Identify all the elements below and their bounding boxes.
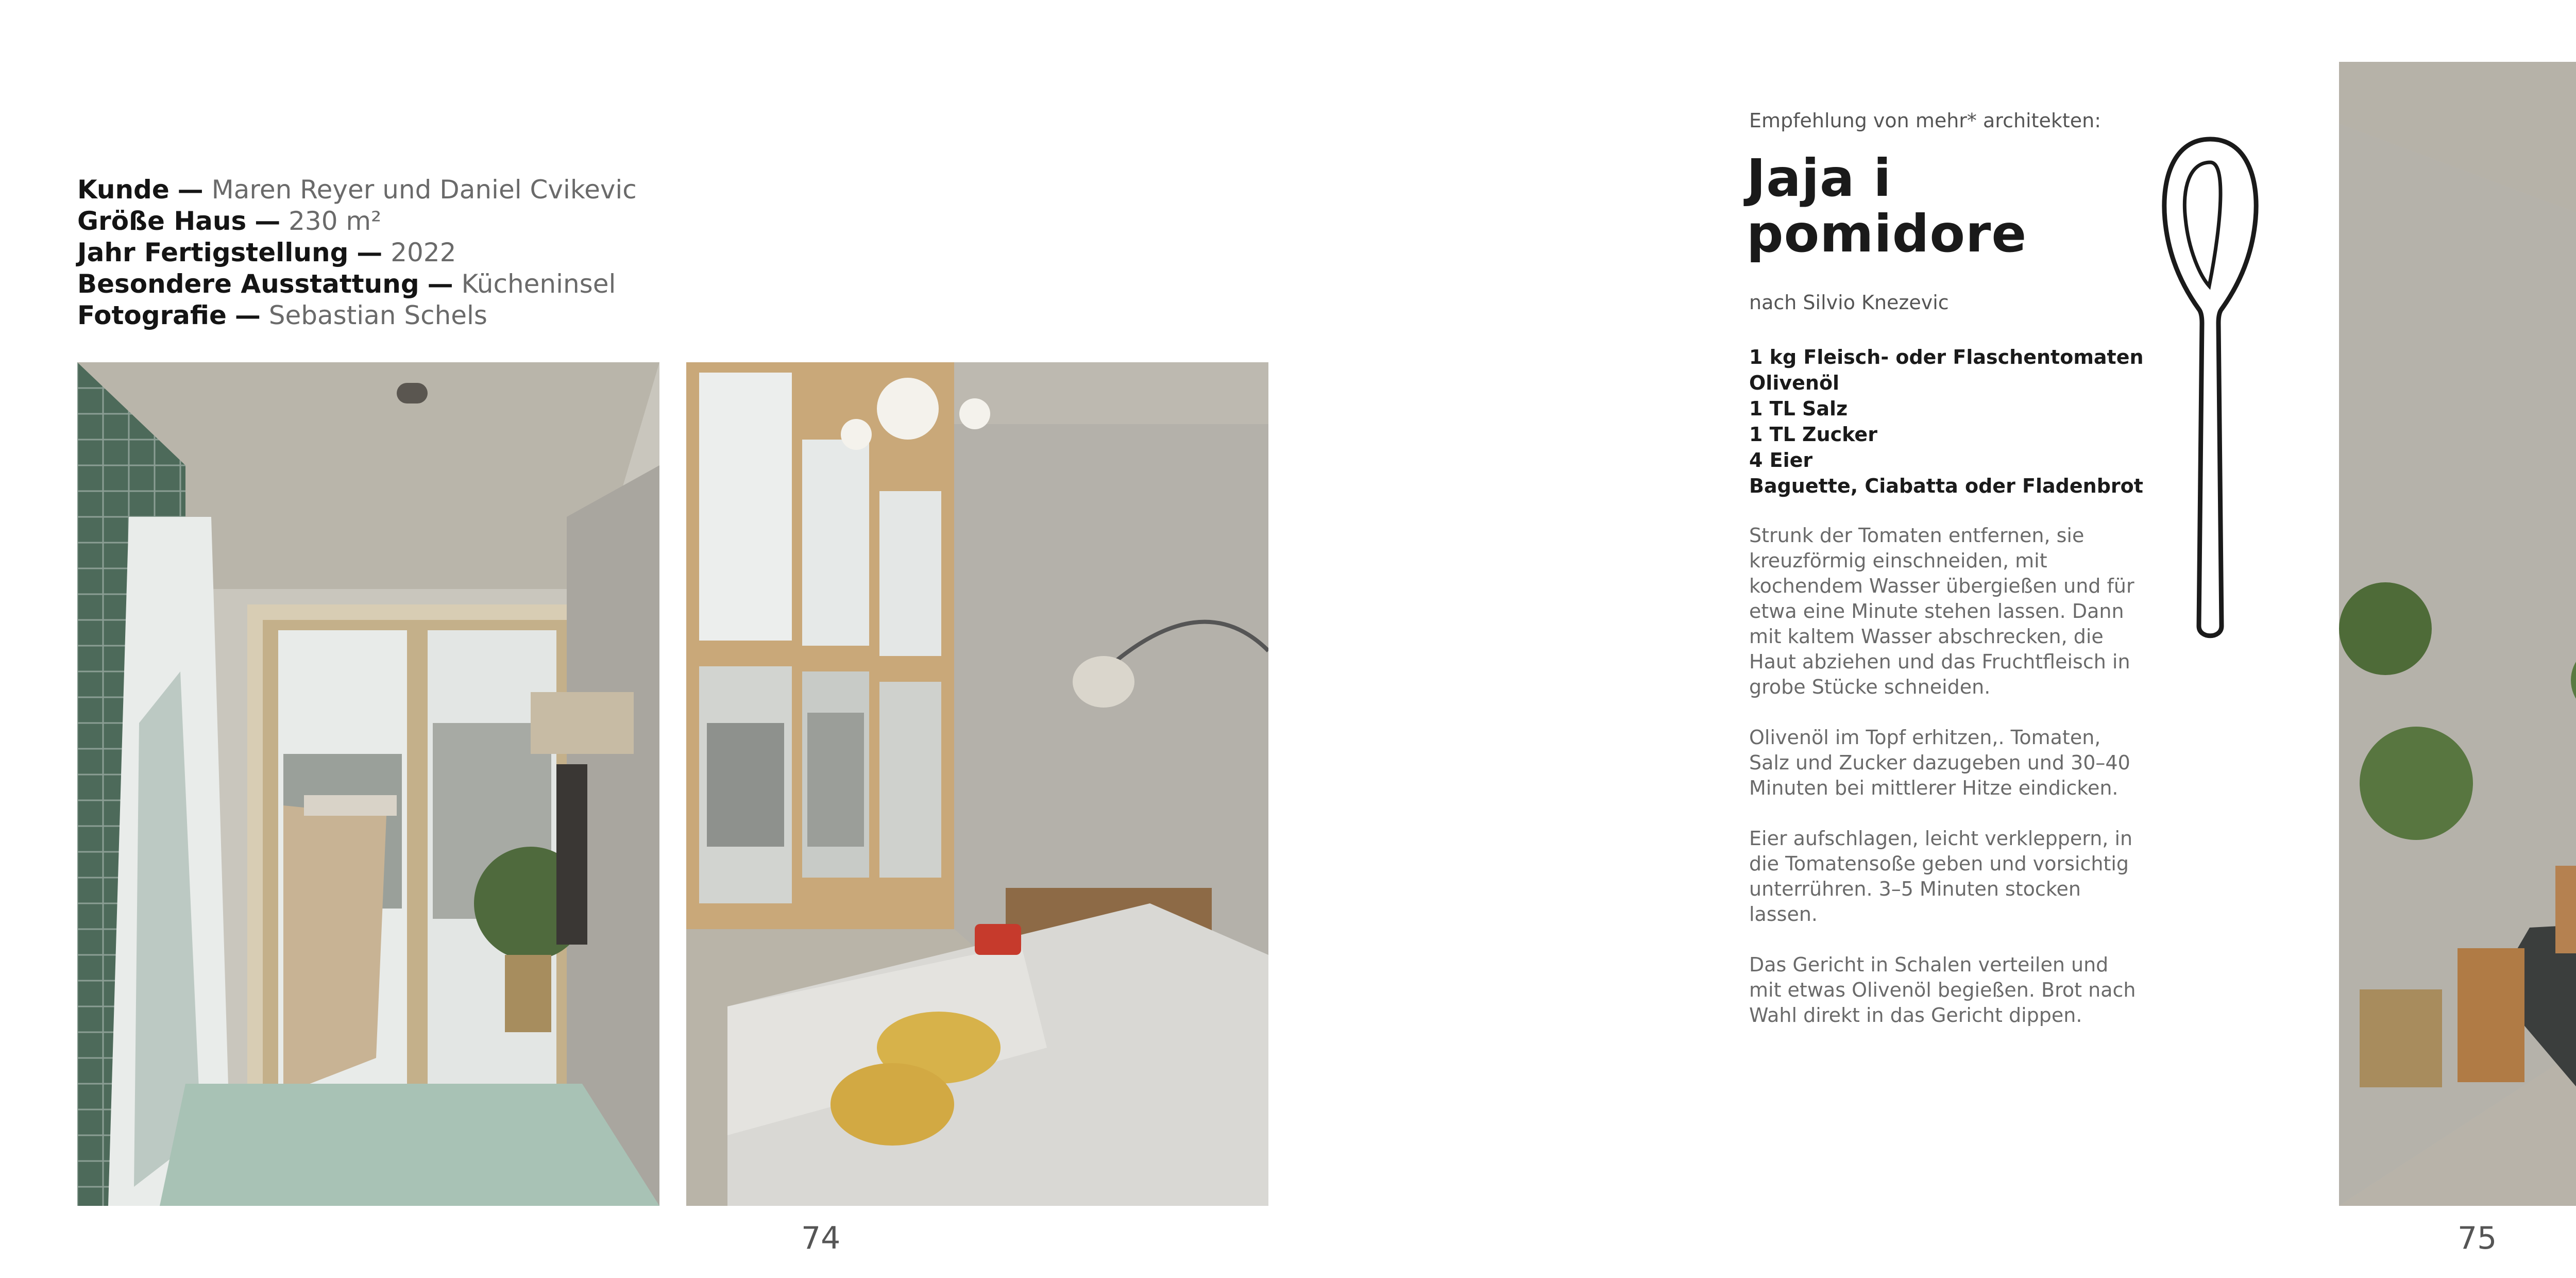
fact-value: Sebastian Schels bbox=[268, 300, 487, 330]
fact-dash: — bbox=[177, 175, 204, 205]
ingredient-item: Olivenöl bbox=[1749, 372, 1840, 394]
fact-value: 230 m² bbox=[289, 206, 382, 236]
fact-label: Kunde bbox=[77, 175, 170, 205]
fact-label: Fotografie bbox=[77, 300, 227, 330]
ingredient-item: 4 Eier bbox=[1749, 449, 1813, 472]
recipe-step: Das Gericht in Schalen verteilen und mit etwas Olivenöl begießen. Brot nach Wahl direkt in das Gericht dippen. bbox=[1749, 953, 2136, 1027]
recipe-title bbox=[1747, 150, 2027, 262]
photo-bathroom bbox=[77, 362, 659, 1206]
fact-value: 2022 bbox=[391, 238, 456, 267]
recipe-step: Olivenöl im Topf erhitzen,. Tomaten, Salz und Zucker dazugeben und 30–40 Minuten bei mittlerer Hitze eindicken. bbox=[1749, 726, 2130, 799]
spoon-icon bbox=[2154, 131, 2267, 647]
fact-value: Maren Reyer und Daniel Cvikevic bbox=[211, 175, 637, 205]
fact-label: Besondere Ausstattung bbox=[77, 269, 419, 299]
fact-label: Jahr Fertigstellung bbox=[77, 238, 349, 267]
fact-dash: — bbox=[255, 206, 281, 236]
project-facts bbox=[77, 174, 637, 331]
recipe-author: nach Silvio Knezevic bbox=[1749, 291, 1949, 314]
page-number-left: 74 bbox=[801, 1220, 841, 1256]
photo-living-room bbox=[686, 362, 1268, 1206]
ingredient-item: Baguette, Ciabatta oder Fladenbrot bbox=[1749, 475, 2143, 497]
recipe-title-line: pomidore bbox=[1747, 204, 2027, 264]
fact-row-year bbox=[77, 237, 637, 268]
fact-dash: — bbox=[427, 269, 453, 299]
fact-dash: — bbox=[357, 238, 383, 267]
fact-label: Größe Haus bbox=[77, 206, 247, 236]
recipe-intro: Empfehlung von mehr* architekten: bbox=[1749, 109, 2102, 132]
page-number-right: 75 bbox=[2458, 1220, 2497, 1256]
ingredient-item: 1 TL Salz bbox=[1749, 397, 1848, 420]
recipe-step: Eier aufschlagen, leicht verkleppern, in die Tomatensoße geben und vorsichtig unterrühren. 3–5 Minuten stocken lassen. bbox=[1749, 827, 2133, 926]
ingredient-item: 1 kg Fleisch- oder Flaschentomaten bbox=[1749, 346, 2144, 368]
ingredient-item: 1 TL Zucker bbox=[1749, 423, 1877, 446]
recipe-steps bbox=[1749, 523, 2141, 1053]
photo-dining-room bbox=[2339, 62, 2576, 1206]
fact-row-size bbox=[77, 206, 637, 237]
fact-dash: — bbox=[234, 300, 261, 330]
ingredient-list bbox=[1749, 344, 2144, 499]
fact-row-features bbox=[77, 268, 637, 300]
fact-row-photographer bbox=[77, 300, 637, 331]
fact-row-client bbox=[77, 174, 637, 206]
recipe-step: Strunk der Tomaten entfernen, sie kreuzförmig einschneiden, mit kochendem Wasser übergießen und für etwa eine Minute stehen lassen. Dann mit kaltem Wasser abschrecken, die Haut abziehen und das Fruchtfleisch in grobe Stücke schneiden. bbox=[1749, 524, 2134, 698]
fact-value: Kücheninsel bbox=[461, 269, 616, 299]
recipe-title-line: Jaja i bbox=[1747, 148, 1892, 208]
